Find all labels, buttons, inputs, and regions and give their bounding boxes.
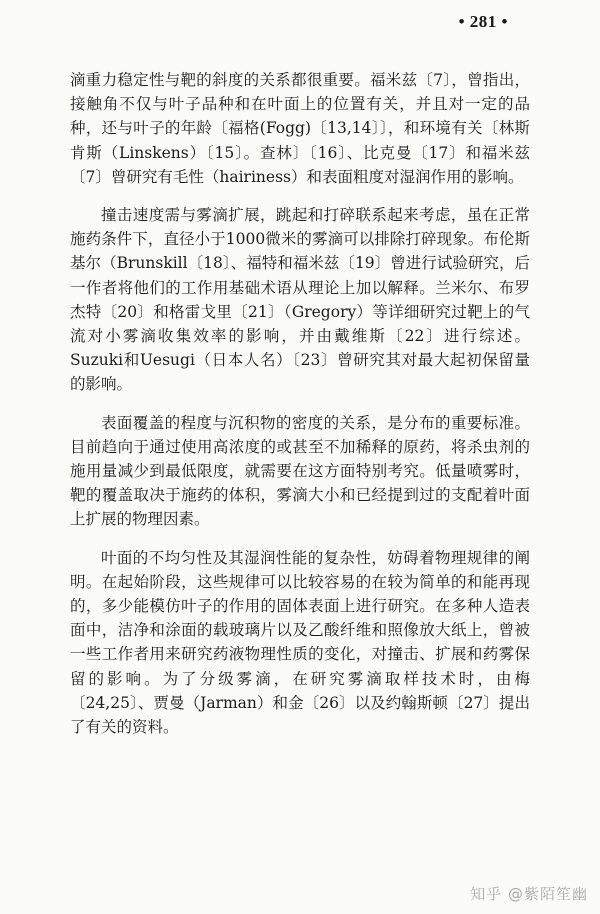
watermark: 知乎 @紫陌笙幽: [470, 885, 588, 903]
paragraph: 叶面的不均匀性及其湿润性能的复杂性，妨碍着物理规律的阐明。在起始阶段，这些规律可以比较容易的在较为简单的和能再现的，多少能模仿叶子的作用的固体表面上进行研究。在多种人造表面中，洁净和涂面的载玻璃片以及乙酸纤维和照像放大纸上，曾被一些工作者用来研究药液物理性质的变化，对撞击、扩展和药雾保留的影响。为了分级雾滴，在研究雾滴取样技术时，由梅〔24,25〕、贾曼（Jarman）和金〔26〕以及约翰斯顿〔27〕提出了有关的资料。: [70, 548, 530, 737]
document-body: [70, 68, 530, 753]
page-number: • 281 •: [458, 12, 508, 31]
paragraph: 表面覆盖的程度与沉积物的密度的关系，是分布的重要标准。目前趋向于通过使用高浓度的或甚至不加稀释的原药，将杀虫剂的施用量减少到最低限度，就需要在这方面特别考究。低量喷雾时，靶的覆盖取决于施药的体积，雾滴大小和已经提到过的支配着叶面上扩展的物理因素。: [70, 413, 530, 529]
paragraph: 滴重力稳定性与靶的斜度的关系都很重要。福米兹〔7〕，曾指出，接触角不仅与叶子品种和在叶面上的位置有关，并且对一定的品种，还与叶子的年龄〔福格(Fogg)〔13,14〕〕，和环境有关〔林斯肯斯（Linskens）〔15〕。查林〕〔16〕、比克曼〔17〕和福米兹〔7〕曾研究有毛性（hairiness）和表面粗度对湿润作用的影响。: [70, 71, 530, 186]
paragraph: 撞击速度需与雾滴扩展，跳起和打碎联系起来考虑，虽在正常施药条件下，直径小于1000微米的雾滴可以排除打碎现象。布伦斯基尔（Brunskill〔18〕、福特和福米兹〔19〕曾进行试验研究，后一作者将他们的工作用基础术语从理论上加以解释。兰米尔、布罗杰特〔20〕和格雷戈里〔21〕（Gregory）等详细研究过靶上的气流对小雾滴收集效率的影响，并由戴维斯〔22〕进行综述。Suzuki和Uesugi（日本人名）〔23〕曾研究其对最大起初保留量的影响。: [70, 206, 530, 394]
